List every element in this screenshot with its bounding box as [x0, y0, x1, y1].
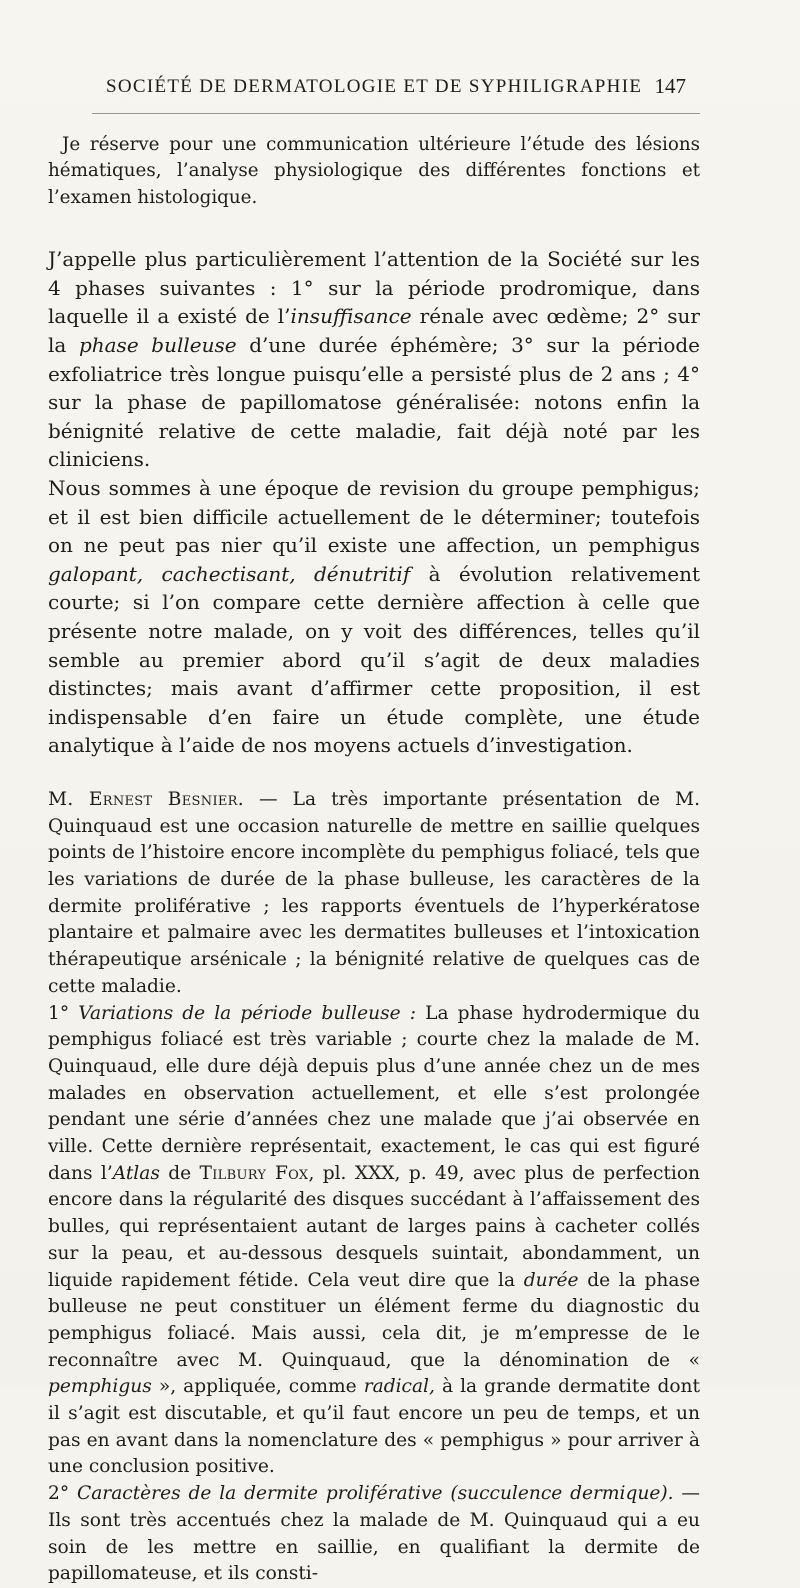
speaker-name: M. Ernest Besnier. — [48, 788, 244, 810]
paragraph-5: 1° Variations de la période bulleuse : La phase hydrodermique du pemphigus foliacé est très variable ; courte chez la malade de M. Quinquaud, elle dure déjà depuis plus d’une année chez un de mes malades en observation actuellement, et elle s’est prolongée pendant une série d’années chez une malade que j’ai observée en ville. Cette dernière représentait, exactement, le cas qui est figuré dans l’Atlas de Tilbury Fox, pl. XXX, p. 49, avec plus de perfection encore dans la régularité des disques succédant à l’affaissement des bulles, qui représentaient autant de larges pains à cacheter collés sur la peau, et au-dessous desquels suintait, abondamment, un liquide rapidement fétide. Cela veut dire que la durée de la phase bulleuse ne peut constituer un élément ferme du diagnostic du pemphigus foliacé. Mais aussi, cela dit, je m’empresse de le reconnaître avec M. Quinquaud, que la dénomination de « pemphigus », appliquée, comme radical, à la grande dermatite dont il s’agit est discutable, et qu’il faut encore un peu de temps, et un pas en avant dans la nomenclature des « pemphigus » pour arriver à une conclusion positive. — [48, 1002, 701, 1478]
running-head — [106, 76, 686, 102]
section-intro — [48, 132, 700, 211]
running-head-title: SOCIÉTÉ DE DERMATOLOGIE ET DE SYPHILIGRAPHIE — [106, 76, 643, 97]
page-number: 147 — [654, 74, 686, 98]
paragraph-2: J’appelle plus particulièrement l’attention de la Société sur les 4 phases suivantes : 1° sur la période prodromique, dans laquelle il a existé de l’insuffisance rénale avec œdème; 2° sur la phase bulleuse d’une durée éphémère; 3° sur la période exfoliatrice très longue puisqu’elle a persisté plus de 2 ans ; 4° sur la phase de papillomatose généralisée: notons enfin la bénignité relative de cette maladie, fait déjà noté par les cliniciens. — [48, 247, 700, 472]
header-rule — [92, 113, 700, 114]
paragraph-6: 2° Caractères de la dermite proliférative (succulence dermique). — Ils sont très accentués chez la malade de M. Quinquaud qui a eu soin de les mettre en saillie, en qualifiant la dermite de papillomateuse, et ils consti- — [48, 1483, 700, 1585]
body-text — [48, 132, 700, 1588]
paragraph-1: Je réserve pour une communication ultérieure l’étude des lésions hématiques, l’analyse physiologique des différentes fonctions et l’examen histologique. — [48, 134, 700, 208]
section-quinquaud — [48, 245, 700, 760]
section-besnier — [48, 787, 700, 1588]
paragraph-4: M. Ernest Besnier. — La très importante présentation de M. Quinquaud est une occasion naturelle de mettre en saillie quelques points de l’histoire encore incomplète du pemphigus foliacé, tels que les variations de durée de la phase bulleuse, les caractères de la dermite proliférative ; les rapports éventuels de l’hyperkératose plantaire et palmaire avec les dermatites bulleuses et l’intoxication thérapeutique arsénicale ; la bénignité relative de quelques cas de cette maladie. — [48, 788, 700, 997]
paragraph-gap — [48, 760, 700, 787]
paragraph-gap — [48, 211, 700, 245]
paragraph-3: Nous sommes à une époque de revision du groupe pemphigus; et il est bien difficile actuellement de le déterminer; toutefois on ne peut pas nier qu’il existe une affection, un pemphigus galopant, cachectisant, dénutritif à évolution relativement courte; si l’on compare cette dernière affection à celle que présente notre malade, on y voit des différences, telles qu’il semble au premier abord qu’il s’agit de deux maladies distinctes; mais avant d’affirmer cette proposition, il est indispensable d’en faire un étude complète, une étude analytique à l’aide de nos moyens actuels d’investigation. — [48, 475, 700, 758]
